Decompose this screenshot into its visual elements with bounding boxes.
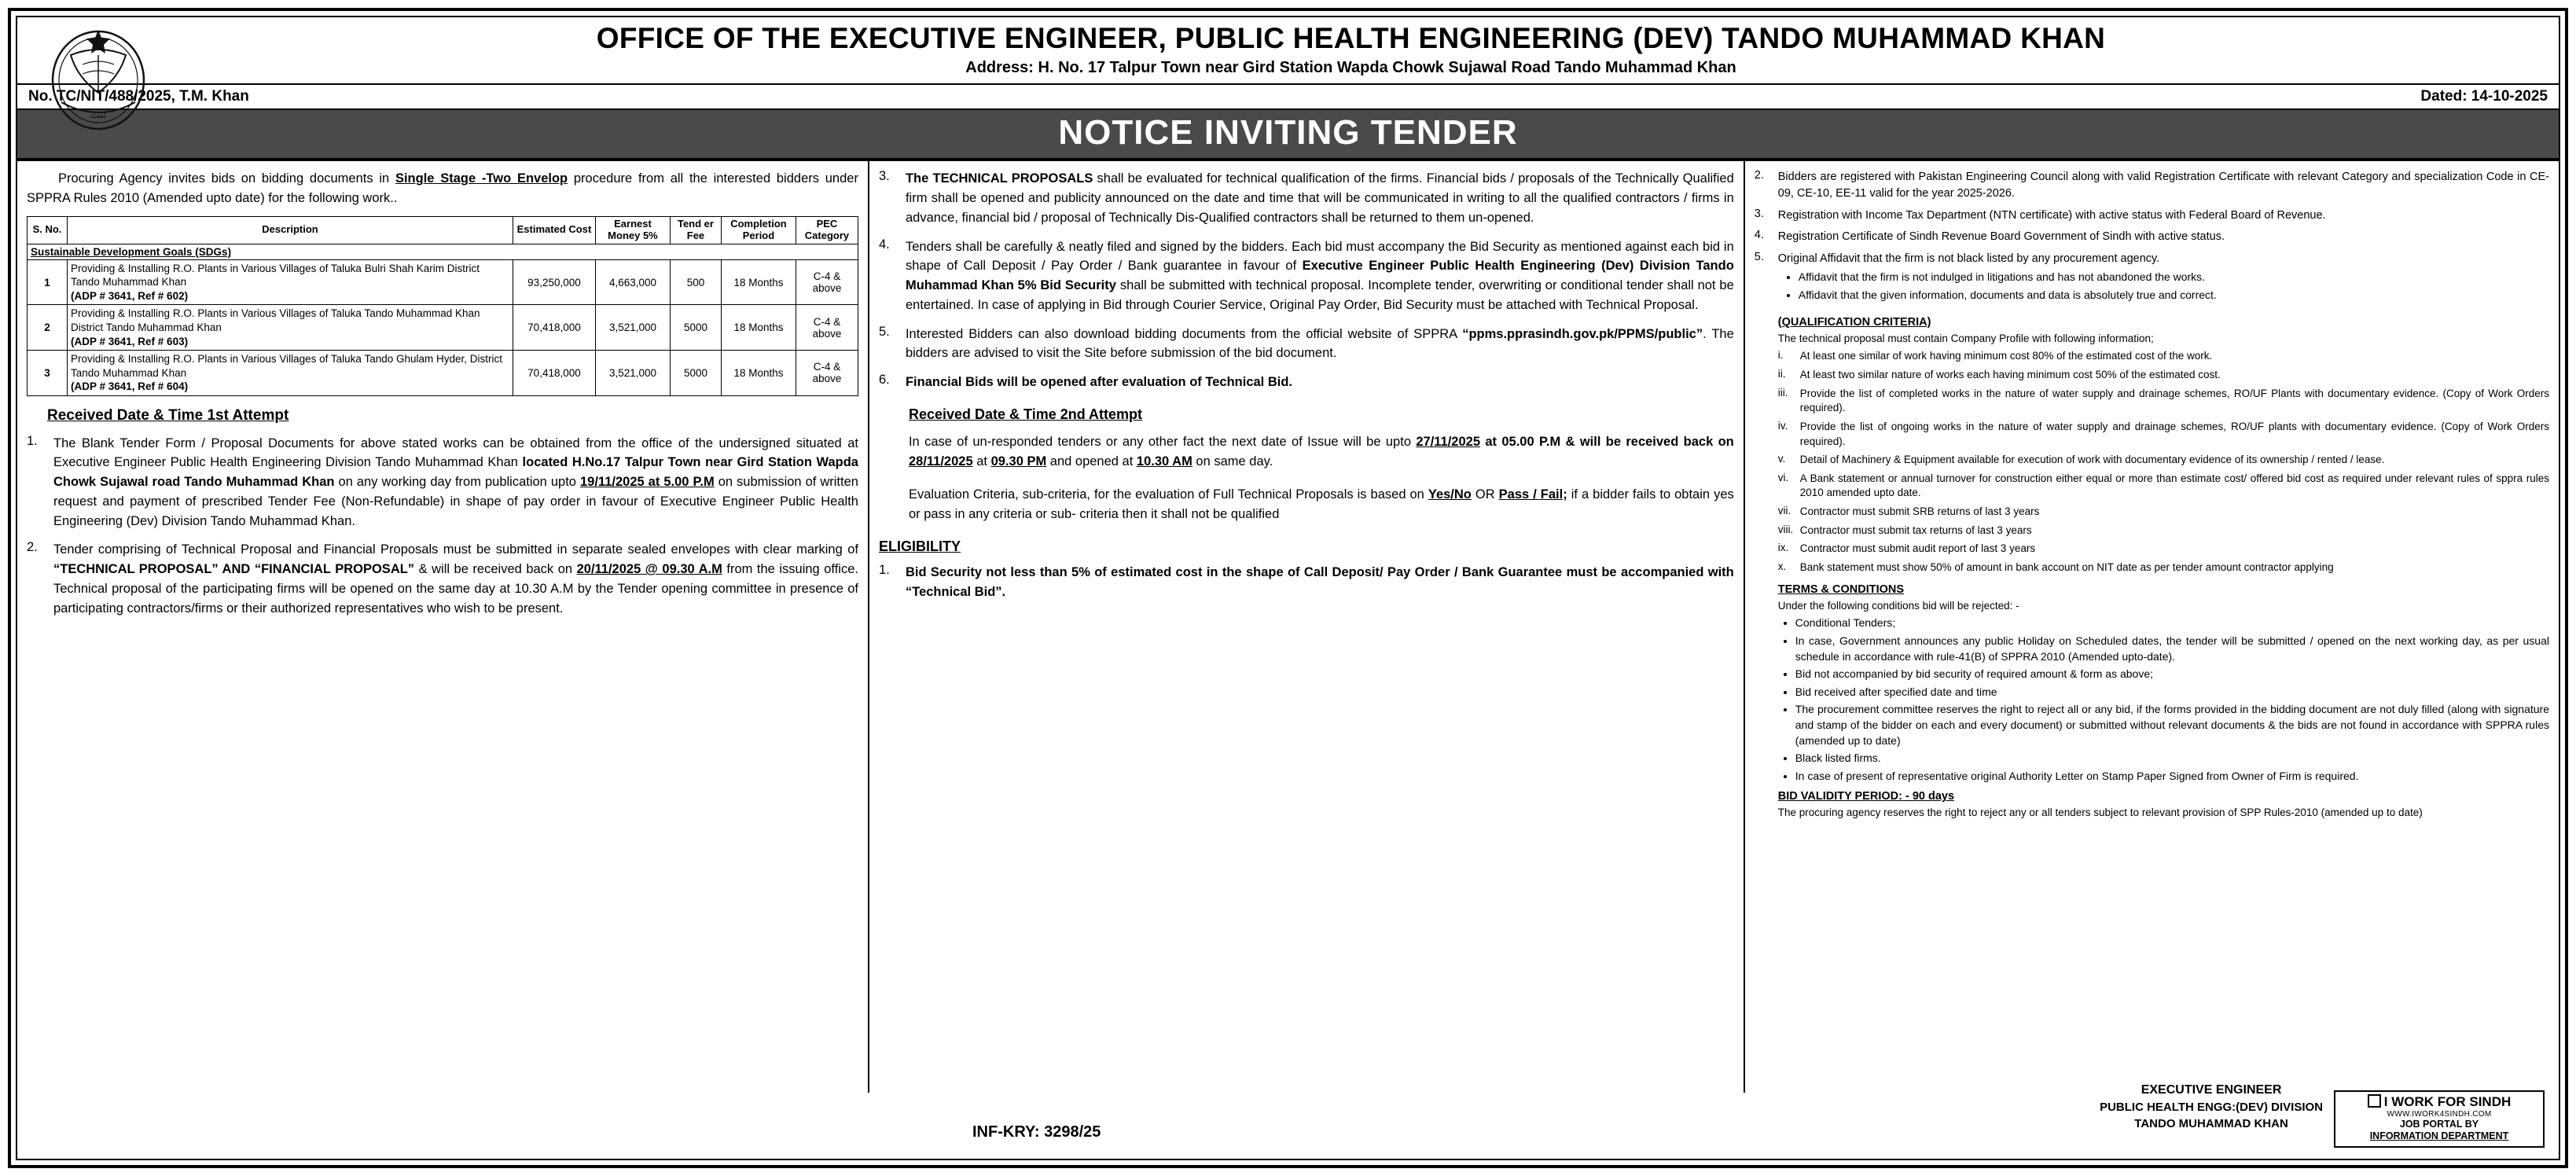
portal-byline: JOB PORTAL BY — [2399, 1118, 2479, 1130]
bid-validity-heading: BID VALIDITY PERIOD: - 90 days — [1777, 790, 1955, 803]
row-pec: C-4 & above — [796, 305, 858, 351]
item-text: Provide the list of completed works in the nature of water supply and drainage schemes, RO/UF Plants with documentary evidence. (Copy of Work Orders required). — [1799, 387, 2549, 414]
item-number: 3. — [878, 169, 890, 184]
item-number: vi. — [1777, 471, 1789, 483]
item-text: Registration with Income Tax Department (NTN certificate) with active status with Federal Board of Revenue. — [1777, 208, 2326, 222]
item2-p3: from the issuing office. Technical proposal of the participating firms will be opened on the same day at 10.30 A.M by the Tender opening committee in presence of participating contractors/firms or their authorized representatives who wish to be present. — [53, 562, 858, 616]
row-period: 18 Months — [721, 305, 796, 351]
qualification-intro: The technical proposal must contain Company Profile with following information; — [1777, 332, 2154, 344]
item-text: Bank statement must show 50% of amount in bank account on NIT date as per tender amount contractor applying — [1799, 560, 2334, 573]
item-text — [906, 325, 1734, 364]
item1-p2: on any working day from publication upto — [334, 475, 580, 490]
bid-validity-text: The procuring agency reserves the right to reject any or all tenders subject to relevant provision of SPP Rules-2010 (amended up to date) — [1777, 807, 2423, 819]
row-sno: 1 — [28, 259, 68, 305]
intro-text-c: procedure from all the interested bidders under SPPRA Rules 2010 (Amended upto date) for the following work.. — [27, 171, 858, 206]
eval-passfail: Pass / Fail; — [1498, 487, 1567, 502]
office-address: Address: H. No. 17 Talpur Town near Gird Station Wapda Chowk Sujawal Road Tando Muhammad Khan — [965, 59, 1736, 77]
received-date-heading-1: Received Date & Time 1st Attempt — [47, 406, 289, 424]
intro-paragraph — [27, 169, 858, 208]
th-earnest: Earnest Money 5% — [595, 216, 670, 244]
list-item — [1778, 387, 2549, 416]
terms-list — [1795, 616, 2549, 784]
list-item — [1778, 453, 2549, 468]
affidavit-list — [1799, 270, 2549, 303]
tender-table — [27, 216, 858, 396]
list-item: • The procurement committee reserves the right to reject all or any bid, if the forms provided in the bidding document are not duly filled (along with signature and stamp of the bidder on each and every document) or submitted without relevant documents & the bids are not found in accordance with SPPRA rules (amended up to date) — [1795, 702, 2549, 748]
list-item — [879, 237, 1734, 315]
eligibility-heading: ELIGIBILITY — [878, 538, 961, 554]
list-item: • Affidavit that the firm is not indulged in litigations and has not abandoned the works. — [1799, 270, 2549, 285]
item-number: viii. — [1777, 523, 1794, 535]
list-item: • Black listed firms. — [1795, 751, 2549, 766]
item-number: 5. — [1754, 250, 1764, 263]
header-title-block — [175, 22, 2559, 77]
table-row — [28, 259, 858, 305]
recv2-date2: 28/11/2025 — [908, 454, 973, 469]
row-adp-ref: (ADP # 3641, Ref # 603) — [71, 335, 189, 347]
th-period: Completion Period — [721, 216, 796, 244]
terms-heading: TERMS & CONDITIONS — [1777, 582, 1905, 596]
row-pec: C-4 & above — [796, 259, 858, 305]
body-columns — [17, 161, 2559, 1093]
recv2-i: on same day. — [1192, 454, 1273, 469]
item-text: Bid Security not less than 5% of estimated cost in the shape of Call Deposit/ Pay Order / Bank Guarantee must be accompanied with “Technical Bid”. — [905, 564, 1734, 599]
qualification-criteria-heading: (QUALIFICATION CRITERIA) — [1777, 315, 1931, 329]
row-description — [68, 351, 513, 396]
item-text — [906, 237, 1734, 315]
tender-table-head — [28, 216, 858, 244]
item-number: 6. — [878, 373, 890, 388]
list-item — [879, 563, 1734, 602]
column-right — [1745, 161, 2559, 1093]
signature-title: EXECUTIVE ENGINEER — [2141, 1082, 2282, 1097]
list-item: • In case of present of representative original Authority Letter on Stamp Paper Signed from Owner of Firm is required. — [1795, 769, 2549, 785]
list-item: • Affidavit that the given information, documents and data is absolutely true and correct. — [1799, 288, 2549, 303]
item2-b1: “TECHNICAL PROPOSAL” AND “FINANCIAL PROPOSAL” — [53, 562, 415, 577]
list-item — [27, 434, 858, 531]
sdg-group-label: Sustainable Development Goals (SDGs) — [28, 244, 858, 259]
row-description — [68, 305, 513, 351]
row-desc-text: Providing & Installing R.O. Plants in Various Villages of Taluka Tando Ghulam Hyder, District Tando Muhammad Khan — [71, 353, 503, 379]
table-group-row — [28, 244, 858, 259]
item-text: A Bank statement or annual turnover for construction either equal or more than estimate cost/ offered bid cost as required under relevant rules of sppra rules 2010 amended upto date. — [1799, 472, 2549, 499]
signature-district: TANDO MUHAMMAD KHAN — [2134, 1117, 2288, 1130]
item1-b2: 19/11/2025 at 5.00 P.M — [580, 475, 715, 490]
item-number: v. — [1777, 453, 1786, 465]
intro-text-bold: Single Stage -Two Envelop — [395, 171, 568, 186]
item-text — [1778, 251, 2549, 310]
item-text: At least two similar nature of works each having minimum cost 50% of the estimated cost. — [1799, 369, 2221, 381]
table-row — [28, 351, 858, 396]
nit-number: No. TC/NIT/488/2025, T.M. Khan — [28, 88, 249, 105]
row-earnest: 4,663,000 — [595, 259, 670, 305]
item-text: Detail of Machinery & Equipment available for execution of work with documentary evidence of its ownership / rented / lease. — [1799, 454, 2385, 466]
list-item — [1778, 505, 2549, 520]
svg-text:تتت: تتت — [90, 109, 107, 121]
item1-p1: The Blank Tender Form / Proposal Documents for above stated works can be obtained from the office of the undersigned situated at Executive Engineer Public Health Engineering Division Tando Muhammad Khan — [53, 435, 858, 470]
th-fee: Tend er Fee — [670, 216, 721, 244]
item-text: Contractor must submit SRB returns of last 3 years — [1799, 505, 2040, 518]
job-portal-badge — [2334, 1090, 2545, 1148]
portal-url: WWW.IWORK4SINDH.COM — [2387, 1109, 2492, 1119]
government-emblem-icon — [39, 24, 157, 134]
office-title: OFFICE OF THE EXECUTIVE ENGINEER, PUBLIC HEALTH ENGINEERING (DEV) TANDO MUHAMMAD KHAN — [596, 22, 2106, 54]
list-item — [879, 325, 1734, 364]
item1-b1: located H.No.17 Talpur Town near Gird Station Wapda Chowk Sujawal road Tando Muhammad Khan — [53, 455, 858, 490]
item4-p1: Tenders shall be carefully & neatly filed and signed by the bidders. Each bid must accompany the Bid Security as mentioned against each bid in shape of Call Deposit / Pay Order / Bank guarantee in favour of — [905, 239, 1734, 274]
list-item — [1778, 560, 2549, 575]
row-sno: 2 — [28, 305, 68, 351]
row-adp-ref: (ADP # 3641, Ref # 604) — [71, 380, 189, 393]
item2-b2: 20/11/2025 @ 09.30 A.M — [576, 562, 722, 577]
row-sno: 3 — [28, 351, 68, 396]
nit-bar — [17, 83, 2559, 110]
item-number: ix. — [1777, 542, 1789, 554]
document-footer — [17, 1066, 2559, 1159]
item-number: 4. — [878, 237, 890, 252]
inner-border — [16, 16, 2560, 1160]
item-number: ii. — [1777, 368, 1786, 380]
item-number: 4. — [1754, 229, 1764, 242]
document-header — [17, 17, 2559, 161]
item5-text: Original Affidavit that the firm is not black listed by any procurement agency. — [1777, 252, 2160, 265]
item-number: 2. — [1754, 169, 1764, 182]
item-number: iii. — [1777, 386, 1788, 399]
item-number: 5. — [878, 324, 890, 339]
item2-p1: Tender comprising of Technical Proposal and Financial Proposals must be submitted in separate sealed envelopes with clear marking of — [53, 542, 858, 557]
item-text: Financial Bids will be opened after evaluation of Technical Bid. — [905, 375, 1293, 390]
item-number: 3. — [1754, 207, 1764, 220]
eval-c: OR — [1471, 487, 1499, 502]
terms-intro: Under the following conditions bid will be rejected: - — [1777, 599, 2019, 612]
item4-b1: Executive Engineer Public Health Engineering (Dev) Division Tando Muhammad Khan 5% Bid Security — [905, 259, 1734, 293]
item-number: 1. — [27, 433, 38, 448]
item1-p3: on submission of written request and payment of prescribed Tender Fee (Non-Refundable) in shape of pay order in favour of Executive Engineer Public Health Engineering (Dev) Division Tando Muhammad Khan. — [53, 475, 858, 528]
row-adp-ref: (ADP # 3641, Ref # 602) — [71, 289, 189, 302]
recv2-time2: 10.30 AM — [1136, 454, 1192, 469]
list-item — [879, 169, 1734, 227]
list-item — [1778, 542, 2549, 557]
row-earnest: 3,521,000 — [595, 305, 670, 351]
sindh-logo-icon — [2368, 1094, 2381, 1108]
portal-department: INFORMATION DEPARTMENT — [2369, 1130, 2509, 1142]
recv2-a: In case of un-responded tenders or any other fact the next date of Issue will be upto — [908, 434, 1417, 449]
list-item — [1755, 251, 2549, 310]
portal-title-text: I WORK FOR SINDH — [2383, 1093, 2512, 1109]
list-item — [1778, 472, 2549, 501]
row-desc-text: Providing & Installing R.O. Plants in Various Villages of Taluka Tando Muhammad Khan District Tando Muhammad Khan — [71, 307, 480, 333]
row-fee: 5000 — [670, 305, 721, 351]
row-description — [68, 259, 513, 305]
nit-date: Dated: 14-10-2025 — [2420, 88, 2548, 105]
item5-p1: Interested Bidders can also download bidding documents from the official website of SPPRA — [905, 326, 1463, 341]
list-item — [1778, 349, 2549, 364]
item3-p1: shall be evaluated for technical qualification of the firms. Financial bids / proposals of the Technically Qualified firm shall be opened and publicity announced on the date and time that will be communicated in writing to all the qualified contractors / firms in advance, financial bid / proposal of Technically Dis-Qualified contractors shall be returned to them un-opened. — [905, 171, 1734, 225]
item-text — [906, 169, 1734, 227]
recv2-time1: 09.30 PM — [990, 454, 1047, 469]
table-row — [28, 305, 858, 351]
item-number: 1. — [878, 562, 890, 577]
row-cost: 70,418,000 — [513, 351, 595, 396]
item-number: vii. — [1777, 505, 1791, 517]
th-sno: S. No. — [28, 216, 68, 244]
outer-border — [8, 8, 2568, 1168]
list-item — [1755, 208, 2549, 224]
item4-p2: shall be submitted with technical proposal. Incomplete tender, overwriting or conditional tender shall not be entertained. In case of applying in Bid through Courier Service, Original Pay Order, Bid Security must be attached with Technical Proposal. — [905, 278, 1734, 312]
row-period: 18 Months — [721, 351, 796, 396]
inf-number: INF-KRY: 3298/25 — [972, 1123, 1101, 1141]
signature-division: PUBLIC HEALTH ENGG:(DEV) DIVISION — [2100, 1101, 2323, 1114]
list-item — [27, 540, 858, 618]
item5-p2: . The bidders are advised to visit the Site before submission of the bid document. — [905, 326, 1734, 361]
item-number: x. — [1777, 560, 1787, 572]
item-number: i. — [1777, 349, 1784, 362]
row-cost: 70,418,000 — [513, 305, 595, 351]
item3-b1: The TECHNICAL PROPOSALS — [905, 171, 1093, 186]
th-description: Description — [68, 216, 513, 244]
portal-title — [2337, 1094, 2541, 1110]
tender-table-body — [28, 244, 858, 395]
recv2-date1: 27/11/2025 — [1416, 434, 1481, 449]
list-item — [1755, 169, 2549, 201]
item-text: Contractor must submit tax returns of last 3 years — [1799, 524, 2032, 536]
row-period: 18 Months — [721, 259, 796, 305]
th-cost: Estimated Cost — [513, 216, 595, 244]
row-pec: C-4 & above — [796, 351, 858, 396]
item-text: Provide the list of ongoing works in the nature of water supply and drainage schemes, RO/UF plants with documentary evidence. (Copy of Work Orders required). — [1799, 420, 2549, 447]
list-item — [1778, 524, 2549, 538]
intro-text-a: Procuring Agency invites bids on bidding documents in — [58, 171, 395, 186]
recv2-g: and opened at — [1046, 454, 1137, 469]
item-text: Contractor must submit audit report of last 3 years — [1799, 542, 2036, 555]
column-left — [17, 161, 869, 1093]
item2-p2: & will be received back on — [414, 562, 577, 577]
list-item — [1755, 229, 2549, 245]
list-item: • In case, Government announces any public Holiday on Scheduled dates, the tender will be submitted / opened on the next working day, as per usual schedule in accordance with rule-41(B) of SPPRA 2010 (Amended upto-date). — [1795, 634, 2549, 664]
row-fee: 5000 — [670, 351, 721, 396]
column-middle — [869, 161, 1745, 1093]
item-number: 2. — [27, 540, 38, 555]
recv2-c: at 05.00 P.M & will be received back on — [1480, 434, 1734, 449]
recv2-e: at — [972, 454, 991, 469]
row-earnest: 3,521,000 — [595, 351, 670, 396]
eval-a: Evaluation Criteria, sub-criteria, for the evaluation of Full Technical Proposals is based on — [908, 487, 1428, 502]
list-item — [1778, 420, 2549, 449]
eval-yesno: Yes/No — [1428, 487, 1472, 502]
list-item: • Bid received after specified date and time — [1795, 685, 2549, 700]
list-item: • Bid not accompanied by bid security of required amount & form as above; — [1795, 667, 2549, 682]
notice-banner: NOTICE INVITING TENDER — [17, 110, 2559, 160]
row-fee: 500 — [670, 259, 721, 305]
item-text — [53, 434, 858, 531]
eval-e: if a bidder fails to obtain yes or pass in any criteria or sub- criteria then it shall not be qualified — [908, 487, 1734, 522]
item-number: iv. — [1777, 419, 1788, 432]
list-item: • Conditional Tenders; — [1795, 616, 2549, 631]
row-cost: 93,250,000 — [513, 259, 595, 305]
item-text: At least one similar of work having minimum cost 80% of the estimated cost of the work. — [1799, 350, 2213, 362]
list-item — [1778, 368, 2549, 383]
received-date-heading-2: Received Date & Time 2nd Attempt — [908, 406, 1143, 422]
list-item — [879, 373, 1734, 392]
item-text: Bidders are registered with Pakistan Engineering Council along with valid Registration Certificate with relevant Category and specialization Code in CE-09, CE-10, EE-11 valid for the year 2025-2026. — [1777, 171, 2549, 200]
received2-paragraph — [909, 432, 1734, 472]
evaluation-paragraph — [909, 485, 1734, 524]
item5-b1: “ppms.pprasindh.gov.pk/PPMS/public” — [1462, 326, 1703, 341]
qualification-list — [1778, 349, 2549, 575]
item-text: Registration Certificate of Sindh Revenue Board Government of Sindh with active status. — [1777, 230, 2225, 244]
row-desc-text: Providing & Installing R.O. Plants in Various Villages of Taluka Bulri Shah Karim District Tando Muhammad Khan — [71, 262, 480, 288]
item-text — [53, 540, 858, 618]
th-pec: PEC Category — [796, 216, 858, 244]
signature-block — [2100, 1082, 2323, 1132]
table-header-row — [28, 216, 858, 244]
